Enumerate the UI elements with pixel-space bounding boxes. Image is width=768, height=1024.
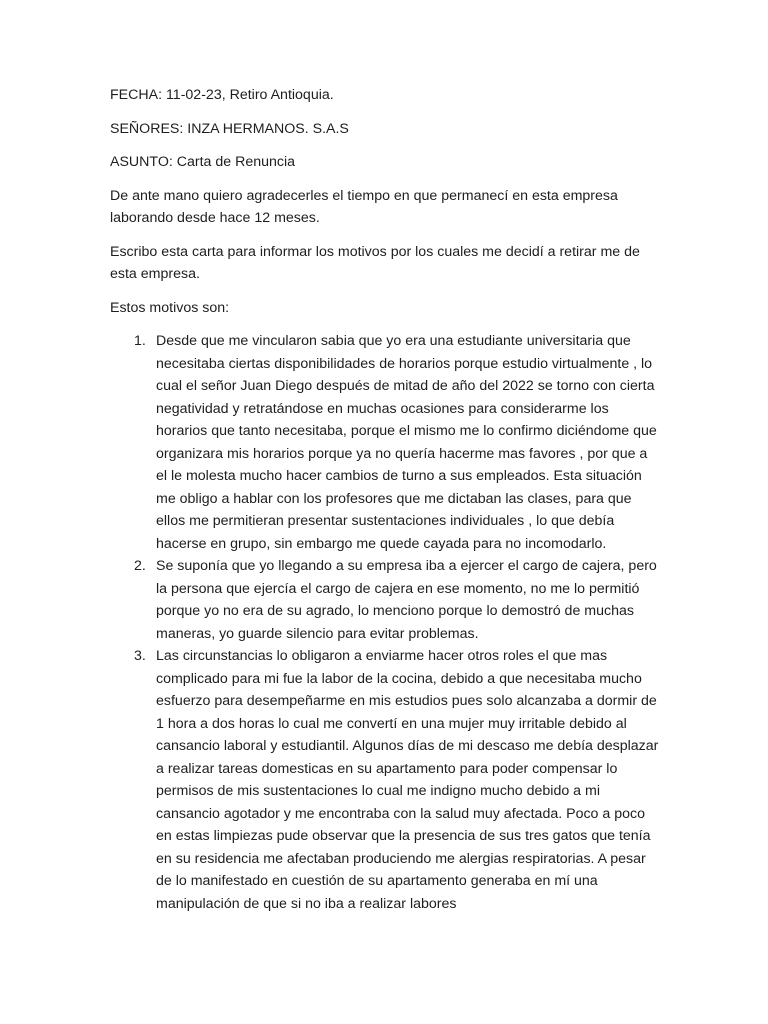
- letter-date: FECHA: 11-02-23, Retiro Antioquia.: [110, 87, 334, 103]
- list-item-text: Desde que me vincularon sabia que yo era una estudiante universitaria que necesitaba ciertas disponibilidades de horarios porque estudio virtualmente , lo cual el señor Juan Diego después de mitad de año del 2022 se torno con cierta negatividad y retratándose en muchas ocasiones para considerarme los horarios que tanto necesitaba, porque el mismo me lo confirmo diciéndome que organizara mis horarios porque ya no quería hacerme mas favores , por que a el le molesta mucho hacer cambios de turno a sus empleados. Esta situación me obligo a hablar con los profesores que me dictaban las clases, para que ellos me permitieran presentar sustentaciones individuales , lo que debía hacerse en grupo, sin embargo me quede cayada para no incomodarlo.: [156, 333, 657, 552]
- letter-recipient: SEÑORES: INZA HERMANOS. S.A.S: [110, 120, 349, 137]
- list-item-text: Las circunstancias lo obligaron a enviarme hacer otros roles el que mas complicado para mi fue la labor de la cocina, debido a que necesitaba mucho esfuerzo para desempeñarme en mis estudios pues solo alcanzaba a dormir de 1 hora a dos horas lo cual me convertí en una mujer muy irritable debido al cansancio laboral y estudiantil. Algunos días de mi descaso me debía desplazar a realizar tareas domesticas en su apartamento para poder compensar lo permisos de mis sustentaciones lo cual me indigno mucho debido a mi cansancio agotador y me encontraba con la salud muy afectada. Poco a poco en estas limpiezas pude observar que la presencia de sus tres gatos que tenía en su residencia me afectaban produciendo me alergias respiratorias. A pesar de lo manifestado en cuestión de su apartamento generaba en mí una manipulación de que si no iba a realizar labores: [156, 648, 659, 912]
- list-item: [110, 555, 660, 645]
- list-item-number: 3.: [134, 648, 146, 664]
- letter-body: [110, 84, 660, 915]
- list-item-number: 1.: [134, 333, 146, 349]
- reasons-list: [110, 330, 660, 915]
- list-item: [110, 330, 660, 555]
- letter-subject: ASUNTO: Carta de Renuncia: [110, 154, 296, 170]
- intro-paragraph: De ante mano quiero agradecerles el tiempo en que permanecí en esta empresa laborando desde hace 12 meses.: [110, 187, 618, 226]
- purpose-paragraph: Escribo esta carta para informar los motivos por los cuales me decidí a retirar me de esta empresa.: [110, 243, 640, 282]
- list-item-number: 2.: [134, 558, 146, 574]
- list-item: [110, 645, 660, 915]
- list-item-text: Se suponía que yo llegando a su empresa iba a ejercer el cargo de cajera, pero la persona que ejercía el cargo de cajera en ese momento, no me lo permitió porque yo no era de su agrado, lo menciono porque lo demostró de muchas maneras, yo guarde silencio para evitar problemas.: [156, 558, 657, 642]
- reasons-heading: Estos motivos son:: [110, 299, 230, 316]
